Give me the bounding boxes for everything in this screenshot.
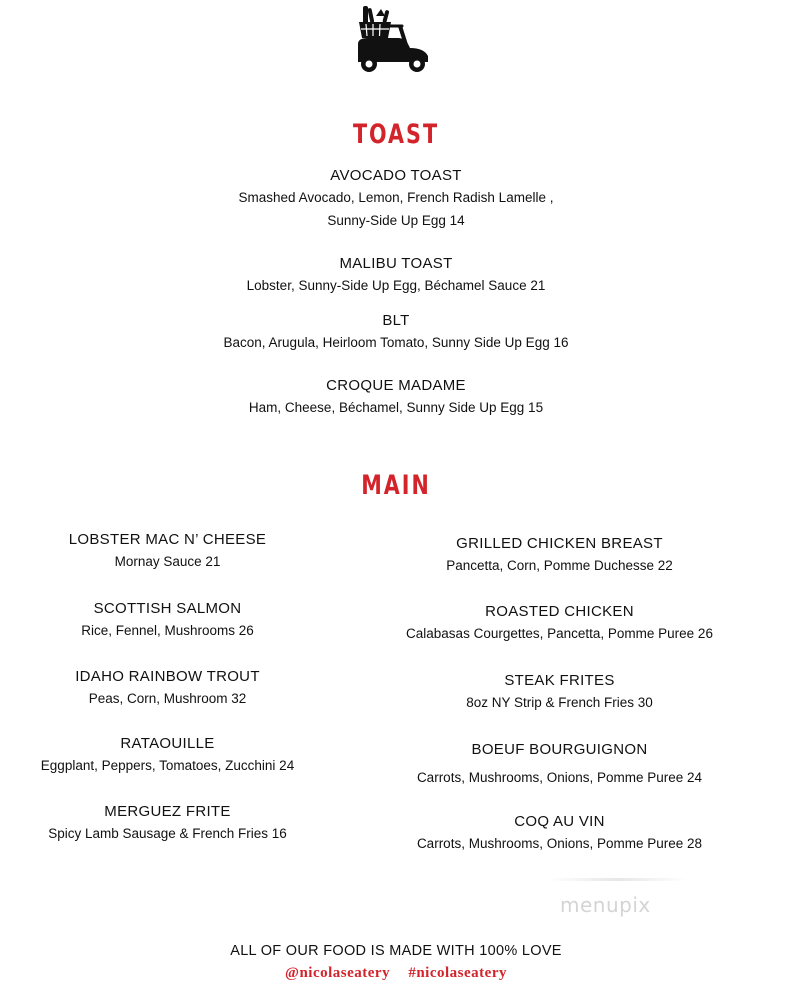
item-description: 8oz NY Strip & French Fries 30	[466, 695, 653, 710]
menu-item	[392, 602, 727, 645]
watermark: menupix	[560, 893, 651, 917]
watermark-strip	[548, 878, 688, 881]
main-title: MAIN	[361, 471, 431, 501]
menu-item	[392, 740, 727, 789]
item-name: MERGUEZ FRITE	[104, 803, 231, 820]
menu-item	[0, 376, 792, 419]
footer-social	[0, 965, 792, 982]
item-description: Sunny-Side Up Egg 14	[327, 213, 465, 228]
item-description: Rice, Fennel, Mushrooms 26	[81, 623, 254, 638]
item-description: Mornay Sauce 21	[114, 554, 221, 569]
menu-item	[0, 530, 335, 573]
hashtag-link[interactable]: #nicolaseatery	[408, 965, 507, 981]
item-name: GRILLED CHICKEN BREAST	[456, 535, 663, 552]
menu-item	[0, 599, 335, 642]
menu-item	[0, 166, 792, 232]
item-name: LOBSTER MAC N’ CHEESE	[68, 531, 267, 548]
item-description: Calabasas Courgettes, Pancetta, Pomme Puree 26	[406, 626, 713, 641]
instagram-handle-link[interactable]: @nicolaseatery	[285, 965, 391, 981]
item-name: SCOTTISH SALMON	[93, 600, 242, 617]
item-description: Lobster, Sunny-Side Up Egg, Béchamel Sauce 21	[246, 278, 546, 293]
menu-item	[392, 534, 727, 577]
item-name: BLT	[382, 312, 410, 329]
item-description: Carrots, Mushrooms, Onions, Pomme Puree 28	[416, 836, 703, 851]
menu-item	[0, 734, 335, 777]
item-name: COQ AU VIN	[514, 813, 605, 830]
item-name: MALIBU TOAST	[339, 255, 453, 272]
item-name: AVOCADO TOAST	[330, 167, 462, 184]
item-description: Eggplant, Peppers, Tomatoes, Zucchini 24	[40, 758, 295, 773]
item-description: Ham, Cheese, Béchamel, Sunny Side Up Egg 15	[248, 400, 544, 415]
menu-item	[0, 802, 335, 845]
item-description: Smashed Avocado, Lemon, French Radish Lamelle ,	[238, 190, 554, 205]
menu-item	[392, 812, 727, 855]
menu-item	[0, 254, 792, 297]
item-name: ROASTED CHICKEN	[485, 603, 634, 620]
footer-tagline: ALL OF OUR FOOD IS MADE WITH 100% LOVE	[230, 943, 562, 959]
item-description: Pancetta, Corn, Pomme Duchesse 22	[446, 558, 673, 573]
menu-item	[0, 667, 335, 710]
item-name: CROQUE MADAME	[326, 377, 466, 394]
item-description: Bacon, Arugula, Heirloom Tomato, Sunny Side Up Egg 16	[223, 335, 569, 350]
toast-title: TOAST	[352, 120, 440, 150]
item-name: STEAK FRITES	[504, 672, 615, 689]
section-title-main	[0, 471, 792, 501]
item-description: Peas, Corn, Mushroom 32	[88, 691, 247, 706]
section-title-toast	[0, 120, 792, 150]
item-description: Spicy Lamb Sausage & French Fries 16	[48, 826, 287, 841]
item-name: BOEUF BOURGUIGNON	[471, 741, 648, 758]
item-name: IDAHO RAINBOW TROUT	[75, 668, 260, 685]
item-name: RATAOUILLE	[120, 735, 215, 752]
menu-item	[0, 311, 792, 354]
menu-item	[392, 671, 727, 714]
item-description: Carrots, Mushrooms, Onions, Pomme Puree 24	[416, 770, 703, 785]
scooter-with-basket-icon	[354, 4, 434, 74]
